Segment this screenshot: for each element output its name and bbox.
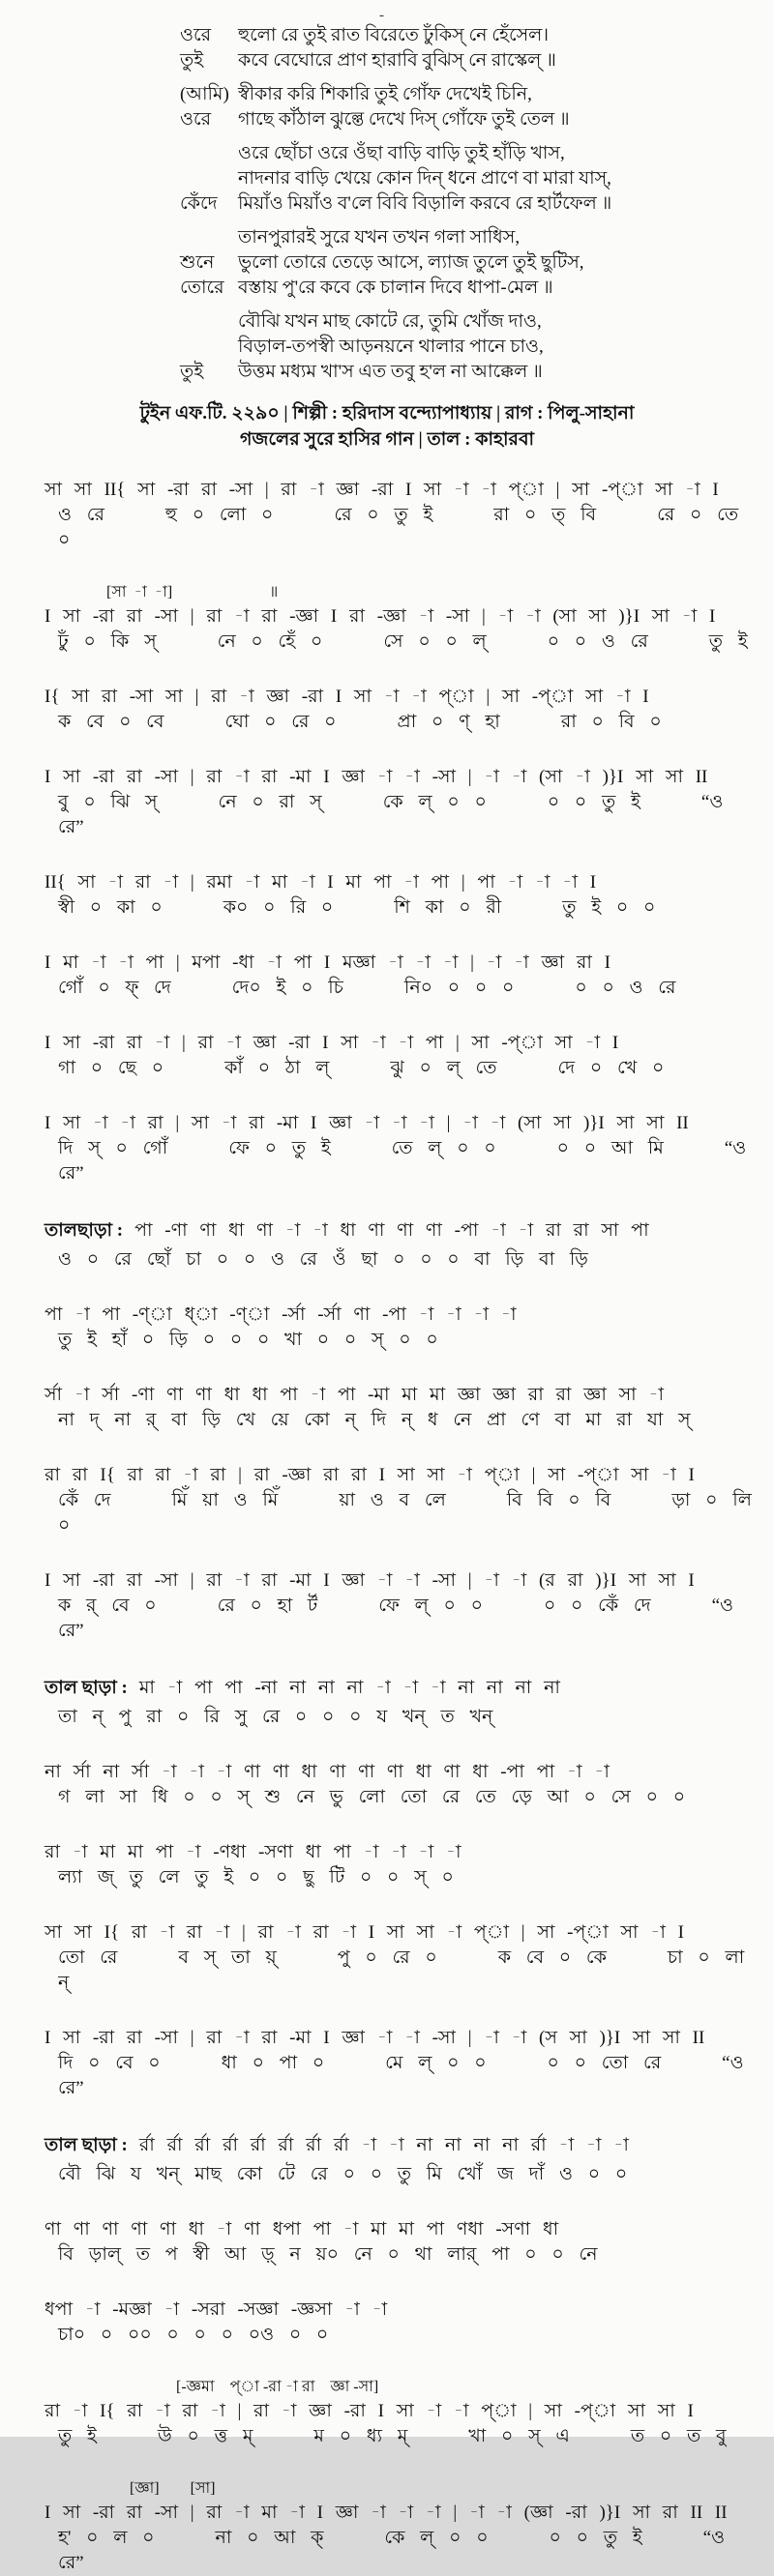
refrain-word — [180, 309, 238, 335]
refrain-word: তুই — [180, 362, 204, 382]
syllable-line: গোঁ ০ ফ্ দে দে০ ই ০ চি নি০ ০ ০ ০ ০ ০ ও রে — [58, 978, 676, 998]
swara-line: পা -া পা -ণ্া ধ্া -ণ্া -র্সা -র্সা ণা -পা -া -া -া -া — [45, 1304, 517, 1325]
syllable-line: ও ০ রে ছোঁ চা ০ ০ ও রে ওঁ ছা ০ ০ ০ বা ড়ি বা ড়ি — [58, 1249, 588, 1270]
lyric-line — [0, 250, 774, 276]
swara-row — [45, 951, 760, 976]
syllable-line: চা০ ০ ০০ ০ ০ ০ ০ও ০ ০ — [58, 2325, 329, 2345]
swara-row — [45, 2026, 760, 2051]
tal-label: তাল ছাড়া : — [45, 1678, 128, 1698]
lyric-line — [0, 82, 774, 107]
lyric-text: বস্তায় পু'রে কবে কে চালান দিবে ধাপা-মেল ॥ — [238, 278, 553, 298]
lyric-line — [0, 23, 774, 48]
lyrics-stanza — [0, 309, 774, 385]
swara-row — [45, 1463, 760, 1488]
lyric-text: বিড়াল-তপস্বী আড়নয়নে থালার পানে চাও, — [238, 337, 544, 357]
swara-line: রা রা I{ রা রা -া রা | রা -জ্ঞা রা রা I সা সা -া প্া | সা -প্া সা -া I — [45, 1465, 695, 1485]
lyric-text: স্বীকার করি শিকারি তুই গোঁফ দেখেই চিনি, — [238, 84, 532, 104]
syllable-line: বি ড়াল্ ত প স্বী আ ড়্ ন য়০ নে ০ থা লার্ পা ০ ০ নে — [58, 2244, 598, 2265]
notation-block — [45, 1920, 760, 1996]
lyric-text: গাছে কাঁঠাল ঝুল্তে দেখে দিস্ গোঁফে তুই তেল ॥ — [238, 109, 570, 130]
notation-block — [45, 951, 760, 1001]
refrain-word — [180, 166, 238, 191]
swara-row — [45, 1383, 760, 1408]
swara-line: I সা -রা রা -সা | রা -া রা -মা I জ্ঞা -া -া -সা | -া -া (র রা )}I সা সা I — [45, 1570, 695, 1591]
swara-row — [45, 1760, 760, 1785]
swara-line: সা সা I{ রা -া রা -া | রা -া রা -া I সা সা -া প্া | সা -প্া সা -া I — [45, 1922, 684, 1943]
swara-line: ধপা -া -মজ্ঞা -া -সরা -সজ্ঞা -জ্ঞসা -া -া — [45, 2299, 388, 2320]
swara-row — [45, 1303, 760, 1328]
syllable-line: গা ০ ছে ০ কাঁ ০ ঠা ল্ ঝু ০ ল্ তে দে ০ খে ০ — [58, 1058, 665, 1078]
song-info — [0, 400, 774, 453]
swara-line: সা সা II{ সা -রা রা -সা | রা -া জ্ঞা -রা I সা -া -া প্া | সা -প্া সা -া I — [45, 480, 719, 500]
lyric-text: উত্তম মধ্যম খা'স এত তবু হ'ল না আক্কেল ॥ — [238, 362, 543, 382]
swara-line: না র্সা না র্সা -া -া -া ণা ণা ধা ণা ণা ণা ধা ণা ধা -পা পা -া -া — [45, 1762, 610, 1782]
lyric-line — [0, 335, 774, 360]
swara-line: I সা -া -া রা | সা -া রা -মা I জ্ঞা -া -া -া | -া -া (সা সা )}I সা সা II — [45, 1113, 689, 1133]
lyrics-stanza — [0, 225, 774, 301]
notation-section — [0, 478, 774, 2576]
syllable-line: হ' ০ ল ০ না ০ আ ক্ কে ল্ ০ ০ ০ ০ তু ই “ও রে” — [58, 2528, 740, 2573]
refrain-word: ওরে — [180, 25, 212, 45]
lyric-line — [0, 48, 774, 73]
ossia-line: [সা -া -া] ॥ — [45, 584, 279, 600]
swara-line: II{ সা -া রা -া | রমা -া মা -া I মা পা -া পা | পা -া -া -া I — [45, 872, 597, 893]
tal-label: তালছাড়া : — [45, 1220, 124, 1241]
lyric-text: কবে বেঘোরে প্রাণ হারাবি বুঝিস্ নে রাস্কেল্ ॥ — [238, 50, 556, 71]
syllable-line: তো রে ব স্ তা য়্ পু ০ রে ০ ক বে ০ কে চা ০ লা ন্ — [58, 1947, 759, 1993]
syllable-line: ল্যা জ্ তু লে তু ই ০ ০ ছু টি ০ ০ স্ ০ — [58, 1867, 454, 1888]
notation-block — [45, 1031, 760, 1081]
swara-line: I{ সা রা -সা সা | রা -া জ্ঞা -রা I সা -া -া প্া | সা -প্া সা -া I — [45, 687, 649, 707]
lyric-text: মিয়াঁও মিয়াঁও ব'লে বিবি বিড়ালি করবে রে হার্টফেল ॥ — [238, 193, 612, 214]
swara-line: রা -া মা মা পা -া -ণধা -সণা ধা পা -া -া -া -া — [45, 1842, 461, 1862]
swara-line: ণা ণা ণা ণা ণা ধা -া ণা ধপা পা -া মা মা পা ণধা -সণা ধা — [45, 2219, 559, 2239]
swara-line: র্রা র্রা র্রা র্রা র্রা র্রা র্রা র্রা -া -া না না না না র্রা -া -া -া — [138, 2135, 629, 2155]
lyric-text: তানপুরারই সুরে যখন তখন গলা সাধিস, — [238, 227, 521, 248]
swara-line: I সা -রা রা -সা | রা -া মা -া I জ্ঞা -া -া -া | -া -া (জ্ঞা -রা )}I সা রা II II — [45, 2503, 728, 2523]
syllable-line: দি স্ ০ গোঁ ফে ০ তু ই তে ল্ ০ ০ ০ ০ আ মি “ও রে” — [58, 1138, 761, 1184]
refrain-word: (আমি) — [180, 84, 229, 104]
lyric-line — [0, 276, 774, 301]
notation-block — [45, 870, 760, 921]
refrain-word: তুই — [180, 50, 204, 71]
notation-block — [45, 2217, 760, 2268]
swara-line: I সা -রা রা -সা | রা -া রা -জ্ঞা I রা -জ্ঞা -া -সা | -া -া (সা সা )}I সা -া I — [45, 606, 716, 627]
swara-row — [45, 1568, 760, 1594]
notation-block — [45, 1674, 760, 1730]
syllable-line: তু ই হাঁ ০ ড়ি ০ ০ ০ খা ০ ০ স্ ০ ০ — [58, 1330, 438, 1350]
swara-row — [45, 2131, 760, 2162]
notation-block — [45, 478, 760, 553]
notation-block — [45, 1463, 767, 1538]
refrain-word — [180, 225, 238, 250]
lyrics-stanza — [0, 23, 774, 73]
notation-block — [45, 2131, 760, 2187]
lyric-line — [0, 107, 774, 132]
notation-block — [45, 765, 760, 840]
swara-row — [45, 2399, 760, 2424]
swara-row — [45, 478, 760, 503]
refrain-word: শুনে — [180, 252, 215, 273]
tal-label: তাল ছাড়া : — [45, 2135, 128, 2155]
syllable-line: ঢুঁ ০ কি স্ নে ০ হেঁ ০ সে ০ ০ ল্ ০ ০ ও রে তু ই — [58, 631, 748, 652]
swara-line: I সা -রা রা -া | রা -া জ্ঞা -রা I সা -া -া পা | সা -প্া সা -া I — [45, 1033, 619, 1053]
swara-row — [45, 1840, 760, 1865]
notation-block — [45, 685, 760, 735]
swara-row — [45, 1674, 760, 1705]
syllable-line: তু ই উ ০ ত্ত ম্ ম ০ ধ্য ম্ খা ০ স্ এ ত ০ ত বু — [58, 2426, 727, 2446]
swara-line: I সা -রা রা -সা | রা -া রা -মা I জ্ঞা -া -া -সা | -া -া (সা -া )}I সা সা II — [45, 767, 708, 787]
song-info-line2: গজলের সুরে হাসির গান | তাল : কাহারবা — [239, 429, 535, 450]
swara-row — [45, 2217, 760, 2242]
lyric-text: নাদনার বাড়ি খেয়ে কোন দিন্ ধনে প্রাণে বা মারা যাস্, — [238, 168, 611, 189]
lyric-text: হুলো রে তুই রাত বিরেতে ঢুঁকিস্ নে হেঁসেল। — [238, 25, 550, 45]
swara-row — [45, 1031, 760, 1056]
swara-line: র্সা -া র্সা -ণা ণা ণা ধা ধা পা -া পা -মা মা মা জ্ঞা জ্ঞা রা রা জ্ঞা সা -া — [45, 1385, 665, 1405]
syllable-line: না দ্ না র্ বা ড়ি খে য়ে কো ন্ দি ন্ ধ নে প্রা ণে বা মা রা যা স্ — [58, 1410, 691, 1430]
swara-row — [45, 604, 760, 629]
notation-block — [45, 2479, 760, 2576]
syllable-line: কেঁ দে মিঁ য়া ও মিঁ য়া ও ব লে বি বি ০ বি ড়া ০ লি ০ — [58, 1490, 767, 1536]
syllable-line: ক বে ০ বে ঘো ০ রে ০ প্রা ০ ণ্ হা রা ০ বি ০ — [58, 712, 662, 732]
notation-block — [45, 2026, 760, 2101]
swara-row — [45, 1111, 760, 1136]
syllable-line: ও রে হু ০ লো ০ রে ০ তু ই রা ০ ত্ বি রে ০ তে ০ — [58, 505, 754, 550]
syllable-line: গ লা সা ধি ০ ০ স্ শু নে ভু লো তো রে তে ড়ে আ ০ সে ০ ০ — [58, 1787, 686, 1807]
lyrics-stanza — [0, 82, 774, 132]
swara-row — [45, 2298, 760, 2323]
lyric-line — [0, 309, 774, 335]
swara-line: I সা -রা রা -সা | রা -া রা -মা I জ্ঞা -া -া -সা | -া -া (স সা )}I সা সা II — [45, 2028, 705, 2048]
notation-block — [45, 1383, 760, 1433]
notation-block — [45, 2298, 760, 2348]
swara-line: পা -ণা ণা ধা ণা -া -া ধা ণা ণা ণা -পা -া -া রা রা সা পা — [134, 1220, 649, 1241]
ossia-line: [-জ্ঞমা প্া -রা -া রা জ্ঞা -সা] — [45, 2379, 379, 2395]
ossia-line: [জ্ঞা] [সা] — [45, 2480, 216, 2497]
refrain-word: ওরে — [180, 109, 212, 130]
lyrics-section — [0, 0, 774, 385]
swara-line: I মা -া -া পা | মপা -ধা -া পা I মজ্ঞা -া -া -া | -া -া জ্ঞা রা I — [45, 952, 610, 973]
lyric-text: বৌঝি যখন মাছ কোটে রে, তুমি খোঁজ দাও, — [238, 311, 542, 332]
lyrics-stanza — [0, 141, 774, 217]
lyric-line — [0, 360, 774, 385]
swara-row — [45, 870, 760, 895]
lyric-line — [0, 191, 774, 217]
swara-line: রা -া I{ রা -া রা -া | রা -া জ্ঞা -রা I সা -া -া প্া | সা -প্া সা সা I — [45, 2401, 694, 2421]
refrain-word: তোরে — [180, 278, 224, 298]
swara-row — [45, 1920, 760, 1946]
notation-block — [45, 1840, 760, 1890]
syllable-line: তা ন্ পু রা ০ রি সু রে ০ ০ ০ য খন্ ত খন্ — [58, 1707, 493, 1727]
syllable-line: দি ০ বে ০ ধা ০ পা ০ মে ল্ ০ ০ ০ ০ তো রে “ও রে” — [58, 2053, 759, 2098]
notation-block — [45, 2378, 760, 2449]
refrain-word: কেঁদে — [180, 193, 218, 214]
lyric-line — [0, 166, 774, 191]
lyric-text: ভুলো তোরে তেড়ে আসে, ল্যাজ তুলে তুই ছুটিস, — [238, 252, 584, 273]
notation-block — [45, 1111, 760, 1186]
notation-block — [45, 1568, 760, 1644]
notation-block — [45, 1216, 760, 1273]
notation-block — [45, 1760, 760, 1810]
swara-line: মা -া পা পা -না না না না -া -া -া না না না না — [138, 1678, 560, 1698]
notation-block — [45, 583, 760, 655]
refrain-word — [180, 141, 238, 166]
page-number-dash: - — [379, 8, 384, 23]
notation-block — [45, 1303, 760, 1353]
lyric-text: ওরে ছোঁচা ওরে ওঁছা বাড়ি বাড়ি তুই হাঁড়ি খাস, — [238, 143, 565, 163]
syllable-line: বৌ ঝি য খন্ মাছ কো টে রে ০ ০ তু মি খোঁ জ দাঁ ও ০ ০ — [58, 2164, 628, 2184]
song-info-line1: টুইন এফ.টি. ২২৯০ | শিল্পী : হরিদাস বন্দ্যোপাধ্যায় | রাগ : পিলু-সাহানা — [139, 403, 635, 424]
swara-row — [45, 765, 760, 790]
swara-row — [45, 2501, 760, 2526]
syllable-line: স্বী ০ কা ০ ক০ ০ রি ০ শি কা ০ রী তু ই ০ ০ — [58, 897, 656, 918]
swara-row — [45, 1216, 760, 1247]
lyric-line — [0, 225, 774, 250]
syllable-line: ক র্ বে ০ রে ০ হা র্ট ফে ল্ ০ ০ ০ ০ কেঁ দে “ও রে” — [58, 1595, 749, 1641]
syllable-line: বু ০ ঝি স্ নে ০ রা স্ কে ল্ ০ ০ ০ ০ তু ই “ও রে” — [58, 792, 739, 837]
swara-row — [45, 685, 760, 710]
lyric-line — [0, 141, 774, 166]
refrain-word — [180, 335, 238, 360]
